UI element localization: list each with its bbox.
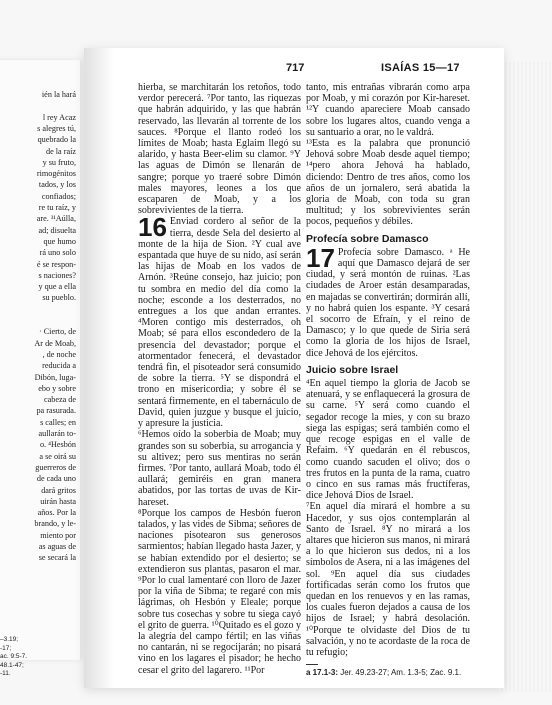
left-page (0, 60, 80, 677)
left-page-line: cabeza de (43, 395, 76, 405)
left-page-line: s naciones? (38, 270, 76, 280)
left-page-line: re tu raíz, y (38, 203, 76, 212)
footnote-ref: a 17.1-3: (306, 668, 339, 678)
left-page-line: l rey Acaz (42, 112, 76, 122)
section-heading: Juicio sobre Israel (306, 363, 399, 376)
left-page-line: años. Por la (37, 508, 76, 518)
left-page-footnote: ac. 9:5-7. (0, 653, 28, 660)
left-page-line: Dibón, luga- (34, 372, 76, 382)
left-page-line: tados, y los (38, 180, 76, 190)
text-column-2 (306, 82, 470, 678)
left-page-line: quebrado la (37, 135, 76, 145)
paragraph: ⁴En aquel tiempo la gloria de Jacob se atenuará, y se enflaquecerá la grosura de su carne. ⁵Y será como cuando el segador recoge la mies, y con su brazo siega las espigas; será también como el que recoge espigas en el valle de Refaim. ⁶Y quedarán en él rebuscos, como cuando sacuden el olivo; dos o tres frutos en la punta de la rama, cuatro o cinco en sus ramas más fructíferas, dice Jehová Dios de Israel. (306, 378, 470, 502)
left-page-line: s calles; en (40, 417, 76, 427)
chapter-number: 17 (306, 242, 335, 273)
left-page-line: s alegres tú, (37, 123, 76, 133)
left-page-line: rá uno solo (39, 248, 76, 258)
footnote-divider (306, 664, 318, 665)
footnote-text: Jer. 49.23-27; Am. 1.3-5; Zac. 9.1. (340, 668, 462, 678)
left-page-line: confiados; (41, 191, 76, 201)
left-page-footnote: –3.19; (0, 636, 19, 643)
left-page-line: dará gritos (41, 485, 76, 495)
paragraph (138, 212, 301, 430)
left-page-line: se secará la (38, 553, 76, 563)
left-page-line: que humo (43, 236, 76, 246)
left-page-line: é se respon- (36, 259, 76, 269)
paragraph: ¹³Esta es la palabra que pronunció Jehová sobre Moab desde aquel tiempo; ¹⁴pero ahora Jehová ha hablado, diciendo: Dentro de tres años, como los años de un jornalero, será abatida la gloria de Moab, con toda su gran multitud; y los sobrevivientes serán pocos, pequeños y débiles. (306, 138, 470, 228)
page-number: 717 (286, 62, 305, 74)
left-page-line: ién la hará (41, 90, 76, 99)
text-column-1 (138, 82, 301, 676)
running-header: ISAÍAS 15—17 (381, 62, 460, 74)
left-page-line: pa rasurada. (36, 406, 76, 416)
left-page-line: de cada uno (36, 474, 76, 484)
left-page-line: brando, y le- (34, 519, 76, 529)
left-page-line: o. ⁴Hesbón (39, 440, 76, 450)
left-page-line: · Cierto, de (38, 327, 76, 337)
left-page-line: ad; disuelta (38, 225, 76, 235)
page-edges (500, 62, 552, 692)
left-page-line: aullarán to- (38, 429, 76, 438)
left-page-footnote: -17; (0, 644, 12, 652)
left-page-line: are. ³¹Aúlla, (36, 214, 76, 224)
paragraph: ⁶Hemos oído la soberbia de Moab; muy grandes son su soberbia, su arrogancia y su altivez; pero sus mentiras no serán firmes. ⁷Por tanto, aullará Moab, todo él aullará; gemiréis en gran manera abatidos, por las tortas de uvas de Kir-hareset. (138, 429, 301, 508)
paragraph-text: Enviad cordero al señor de la tierra, desde Sela del desierto al monte de la hija de Sion. ²Y cual ave espantada que huye de su nido, así serán las hijas de Moab en los vados de Arnón. ³Reúne consejo, haz juicio; pon tu sombra en medio del día como la noche; esconde a los desterrados, no entregues a los que andan errantes. ⁴Moren contigo mis desterrados, oh Moab; sé para ellos escondedero de la presencia del devastador; porque el atormentador fenecerá, el devastador tendrá fin, el pisoteador será consumido de sobre la tierra. ⁵Y se dispondrá el trono en misericordia; y sobre él se sentará firmemente, en el tabernáculo de David, quien juzgue y busque el juicio, y apresure la justicia. (138, 216, 301, 430)
left-page-line: reducida a (42, 361, 76, 371)
paragraph: tanto, mis entrañas vibrarán como arpa por Moab, y mi corazón por Kir-hareset. ¹²Y cuando apareciere Moab cansado sobre los lugares altos, cuando venga a su santuario a orar, no le valdrá. (306, 82, 470, 138)
paragraph (306, 242, 470, 359)
left-page-line: de la raíz (46, 146, 76, 156)
left-page-line: ebo y sobre (38, 383, 76, 393)
left-page-line: y que a ella (38, 282, 76, 292)
section-heading: Profecía sobre Damasco (306, 232, 429, 245)
left-page-line: Ar de Moab, (34, 338, 76, 348)
left-page-footnote: 48.1-47; (0, 661, 24, 669)
paragraph: ⁷En aquel día mirará el hombre a su Hacedor, y sus ojos contemplarán al Santo de Israel. ⁸Y no mirará a los altares que hicieron sus manos, ni mirará a lo que hicieron sus dedos, ni a los símbolos de Asera, ni a las imágenes del sol. ⁹En aquel día sus ciudades fortificadas serán como los frutos que quedan en los renuevos y en las ramas, los cuales fueron dejados a causa de los hijos de Israel; y habrá desolación. ¹⁰Porque te olvidaste del Dios de tu salvación, y no te acordaste de la roca de tu refugio; (306, 501, 470, 658)
footnote (306, 668, 470, 678)
chapter-number: 16 (138, 212, 167, 243)
left-page-line: miento por (40, 530, 76, 540)
left-page-line: guerreros de (35, 462, 76, 472)
left-page-footnote: -11. (0, 670, 11, 677)
left-page-line: , de noche (42, 349, 76, 359)
paragraph-text: Profecía sobre Damasco. ᵃ He aquí que Damasco dejará de ser ciudad, y será montón de ruinas. ²Las ciudades de Aroer están desamparadas, en majadas se convertirán; dormirán allí, y no habrá quien los espante. ³Y cesará el socorro de Efraín, y el reino de Damasco; y lo que quede de Siria será como la gloria de los hijos de Israel, dice Jehová de los ejércitos. (306, 246, 470, 359)
left-page-line: a se oirá su (39, 451, 76, 461)
left-page-line: uirán hasta (40, 496, 76, 506)
book-gutter (84, 48, 114, 688)
paragraph: hierba, se marchitarán los retoños, todo verdor perecerá. ⁷Por tanto, las riquezas que habrán adquirido, y las que habrán reservado, las llevarán al torrente de los sauces. ⁸Porque el llanto rodeó los límites de Moab; hasta Eglaim llegó su alarido, y hasta Beer-elim su clamor. ⁹Y las aguas de Dimón se llenarán de sangre; porque yo traeré sobre Dimón males mayores, leones a los que escaparen de Moab, y a los sobrevivientes de la tierra. (138, 82, 301, 217)
left-page-line: rimogénitos (36, 169, 76, 179)
left-page-line: su pueblo. (42, 293, 76, 303)
left-page-line: y su fruto, (42, 157, 76, 167)
left-page-line: as aguas de (38, 542, 76, 551)
paragraph: ⁸Porque los campos de Hesbón fueron talados, y las vides de Sibma; señores de naciones pisotearon sus generosos sarmientos; habían llegado hasta Jazer, y se habían extendido por el desierto; se extendieron sus plantas, pasaron el mar. ⁹Por lo cual lamentaré con lloro de Jazer por la viña de Sibma; te regaré con mis lágrimas, oh Hesbón y Eleale; porque sobre tus cosechas y sobre tu siega cayó el grito de guerra. ¹⁰Quitado es el gozo y la alegría del campo fértil; en las viñas no cantarán, ni se regocijarán; no pisará vino en los lagares el pisador; he hecho cesar el grito del lagarero. ¹¹Por (138, 507, 301, 676)
